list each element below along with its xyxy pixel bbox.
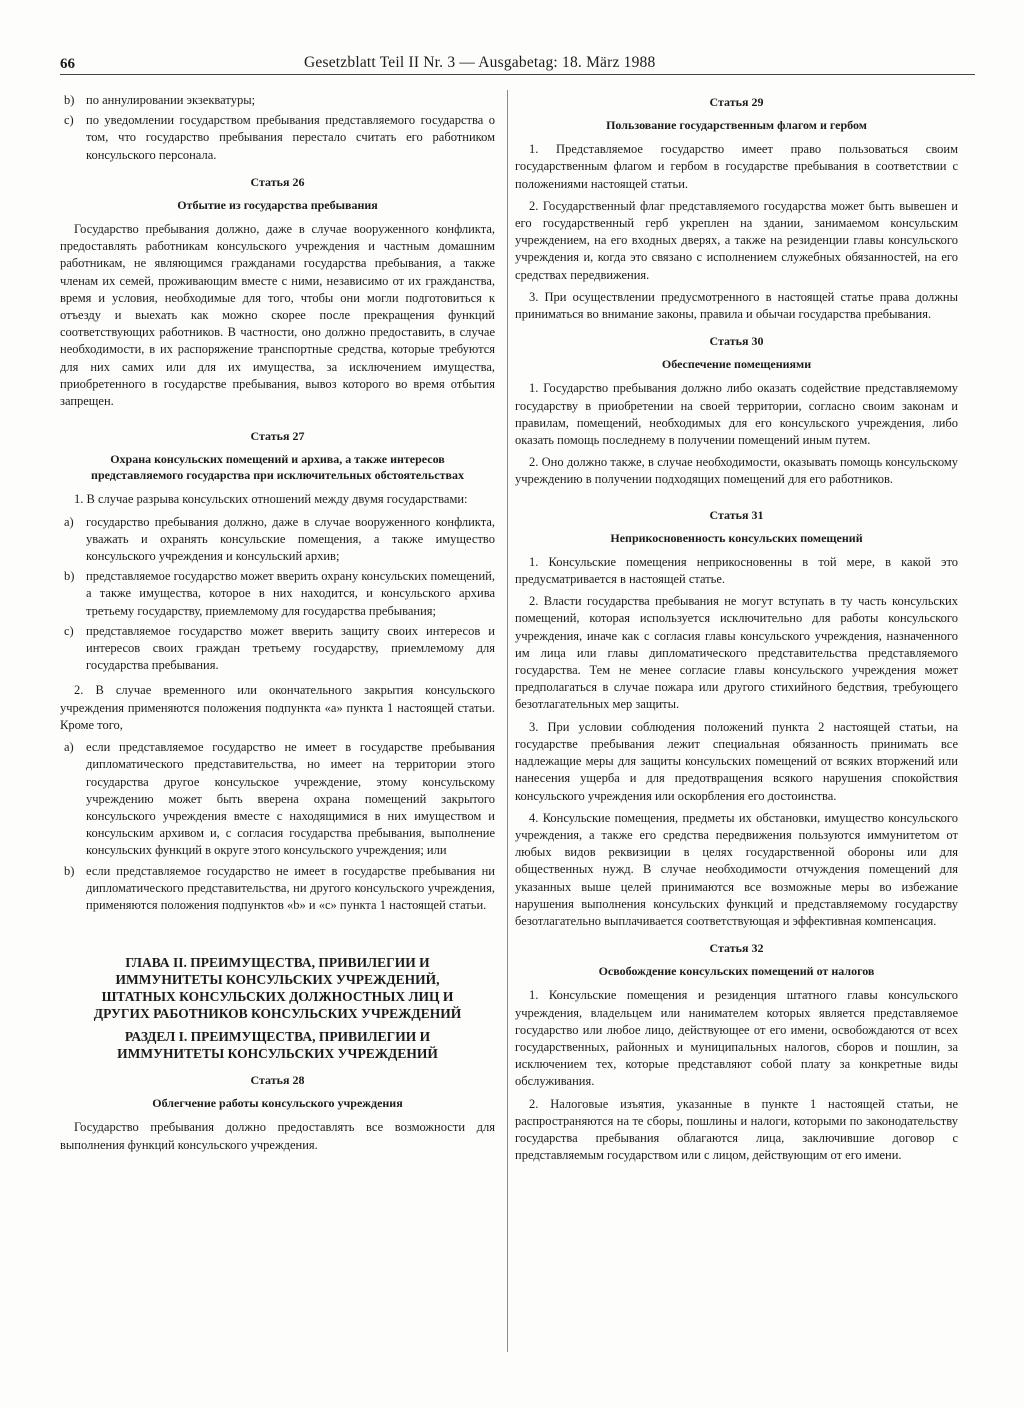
- paragraph: Государство пребывания должно, даже в случае вооруженного конфликта, предоставлять работникам консульского учреждения и частным домашним работникам, не являющимся гражданами государства пребывания, а также членам их семей, проживающим вместе с ними, независимо от их гражданства, время и условия, необходимые для того, чтобы они могли подготовиться к отъезду и выехать как можно скорее после прекращения функций соответствующих работников. В частности, оно должно предоставить, в случае необходимости, в их распоряжение транспортные средства, которые требуются для них самих или для их имущества, за исключением имущества, приобретенного в государстве пребывания, вывоз которого во время отбытия запрещен.: [60, 222, 495, 409]
- page-number: 66: [60, 56, 75, 72]
- paragraph: 1. Государство пребывания должно либо оказать содействие представляемому государству в приобретении на своей территории, согласно своим законам и правилам, помещений, необходимых для его консульского учреждения, либо оказать помощь последнему в получении помещений иным путем.: [515, 381, 958, 448]
- item-mark: b): [64, 569, 75, 584]
- list-item: [60, 112, 495, 164]
- paragraph: 4. Консульские помещения, предметы их обстановки, имущество консульского учреждения, а также его средства передвижения пользуются иммунитетом от любых видов реквизиции в целях государственной обороны или для общественных нужд. В случае необходимости отчуждения помещений для указанных выше целей принимаются все возможные меры во избежание нарушения выполнения консульских функций и представляемому государству безотлагательно выплачивается соответствующая и эффективная компенсация.: [515, 810, 958, 928]
- item-text: если представляемое государство не имеет в государстве пребывания ни дипломатического представительства, ни другого консульского учреждения, применяются положения подпунктов «b» и «c» пункта 1 настоящей статьи.: [86, 863, 495, 912]
- item-mark: a): [64, 740, 74, 755]
- right-column: [515, 92, 958, 1169]
- item-mark: b): [64, 863, 75, 878]
- paragraph: Государство пребывания должно предоставлять все возможности для выполнения функций консульского учреждения.: [60, 1120, 495, 1152]
- article-28: [60, 1072, 495, 1154]
- running-head: Gesetzblatt Teil II Nr. 3 — Ausgabetag: 18. März 1988: [304, 54, 656, 71]
- paragraph: 1. Консульские помещения неприкосновенны в той мере, в какой это предусматривается в настоящей статье.: [515, 554, 958, 587]
- list-item: [60, 92, 495, 109]
- list-item: [60, 623, 495, 675]
- paragraph: 1. В случае разрыва консульских отношений между двумя государствами:: [74, 492, 468, 507]
- paragraph: 2. Оно должно также, в случае необходимости, оказывать помощь консульскому учреждению в получении подходящих помещений для его работников.: [515, 455, 958, 487]
- left-column: [60, 92, 495, 1159]
- article-title: Неприкосновенность консульских помещений: [610, 530, 863, 545]
- article-32: [515, 940, 958, 1164]
- paragraph: 1. Представляемое государство имеет право пользоваться своим государственным флагом и гербом в государстве пребывания в соответствии с положениями настоящей статьи.: [515, 142, 958, 191]
- paragraph: 2. Налоговые изъятия, указанные в пункте 1 настоящей статьи, не распространяются на те сборы, пошлины и налоги, которыми по законодательству государства пребывания облагаются лица, заключившие договор с представляемым государством или с лицом, действующим от его имени.: [515, 1096, 958, 1163]
- article-number: Статья 29: [709, 95, 764, 109]
- list-item: [60, 739, 495, 859]
- article-number: Статья 32: [709, 941, 764, 956]
- item-mark: a): [64, 514, 74, 529]
- item-mark: b): [64, 93, 75, 107]
- chapter-heading: ГЛАВА II. ПРЕИМУЩЕСТВА, ПРИВИЛЕГИИ И ИММУНИТЕТЫ КОНСУЛЬСКИХ УЧРЕЖДЕНИЙ, ШТАТНЫХ КОНСУЛЬСКИХ ДОЛЖНОСТНЫХ ЛИЦ И ДРУГИХ РАБОТНИКОВ КОНСУЛЬСКИХ УЧРЕЖДЕНИЙ: [93, 955, 462, 1022]
- paragraph: 2. В случае временного или окончательного закрытия консульского учреждения применяются положения подпункта «a» пункта 1 настоящей статьи. Кроме того,: [60, 683, 495, 732]
- article-title: Пользование государственным флагом и гербом: [606, 118, 867, 133]
- paragraph: 2. Государственный флаг представляемого государства может быть вывешен и его государственный герб укреплен на здании, занимаемом консульским учреждением, на его входных дверях, а также на резиденции главы консульского учреждения и, когда это связано с исполнением служебных обязанностей, на его средствах передвижения.: [515, 198, 958, 282]
- page-header: [60, 50, 975, 75]
- article-title: Охрана консульских помещений и архива, а также интересов представляемого государства при исключительных обстоятельствах: [91, 452, 464, 483]
- article-30: [515, 333, 958, 488]
- article-number: Статья 30: [709, 334, 764, 349]
- item-text: представляемое государство может вверить охрану консульских помещений, а также имущества, которое в них находится, и консульского архива третьему государству, приемлемому для государства пребывания;: [86, 569, 495, 618]
- list-item: [60, 863, 495, 915]
- list-item: [60, 514, 495, 566]
- article-title: Обеспечение помещениями: [661, 357, 812, 372]
- item-mark: c): [64, 623, 74, 638]
- item-text: по аннулировании экзекватуры;: [86, 93, 256, 107]
- paragraph: 3. При осуществлении предусмотренного в настоящей статье права должны приниматься во внимание законы, правила и обычаи государства пребывания.: [515, 289, 958, 322]
- paragraph: 3. При условии соблюдения положений пункта 2 настоящей статьи, на государстве пребывания лежит специальная обязанность принимать все надлежащие меры для защиты консульских помещений от всяких вторжений или нанесения ущерба и для предотвращения всякого нарушения спокойствия консульского учреждения или оскорбления его достоинства.: [515, 719, 958, 803]
- article-number: Статья 31: [709, 507, 764, 522]
- item-text: если представляемое государство не имеет в государстве пребывания дипломатического представительства, но имеет на территории этого государства другое консульское учреждение, этому консульскому учреждению может быть вверена охрана помещений закрытого консульского учреждения вместе с находящимися в них имуществом и консульским архивом и, с согласия государства пребывания, выполнение консульских функций в округе этого консульского учреждения; или: [86, 740, 495, 858]
- item-text: представляемое государство может вверить защиту своих интересов и интересов своих граждан третьему государству, приемлемому для государства пребывания.: [86, 623, 495, 673]
- article-29: [515, 94, 958, 323]
- article-title: Освобождение консульских помещений от налогов: [598, 964, 875, 979]
- article-title: Отбытие из государства пребывания: [177, 198, 378, 213]
- article-number: Статья 28: [250, 1073, 305, 1088]
- paragraph: 2. Власти государства пребывания не могут вступать в ту часть консульских помещений, которая используется исключительно для работы консульского учреждения, иначе как с согласия главы консульского учреждения, назначенного им лица или главы дипломатического представительства представляемого государства. Тем не менее согласие главы консульского учреждения может предполагаться в случае пожара или другого стихийного бедствия, требующего безотлагательных мер защиты.: [515, 594, 958, 712]
- article-27: [60, 428, 495, 914]
- article-26: [60, 174, 495, 410]
- article-number: Статья 27: [250, 429, 305, 444]
- list-item: [60, 568, 495, 620]
- paragraph: 1. Консульские помещения и резиденция штатного главы консульского учреждения, владельцем или нанимателем которых является представляемое государство или любое лицо, действующее от его имени, освобождаются от всех государственных, районных и муниципальных налогов, сборов и пошлин, за исключением тех, которые представляют собой плату за конкретные виды обслуживания.: [515, 988, 958, 1089]
- article-title: Облегчение работы консульского учреждения: [152, 1096, 403, 1111]
- item-mark: c): [64, 113, 74, 128]
- item-text: по уведомлении государством пребывания представляемого государства о том, что государство пребывания перестало считать его работником консульского персонала.: [86, 113, 495, 162]
- section-heading: РАЗДЕЛ I. ПРЕИМУЩЕСТВА, ПРИВИЛЕГИИ И ИММУНИТЕТЫ КОНСУЛЬСКИХ УЧРЕЖДЕНИЙ: [117, 1029, 438, 1062]
- article-number: Статья 26: [250, 174, 305, 189]
- column-divider: [507, 90, 508, 1352]
- item-text: государство пребывания должно, даже в случае вооруженного конфликта, уважать и охранять консульские помещения, а также имущество консульского учреждения и консульский архив;: [86, 514, 495, 564]
- article-31: [515, 507, 958, 930]
